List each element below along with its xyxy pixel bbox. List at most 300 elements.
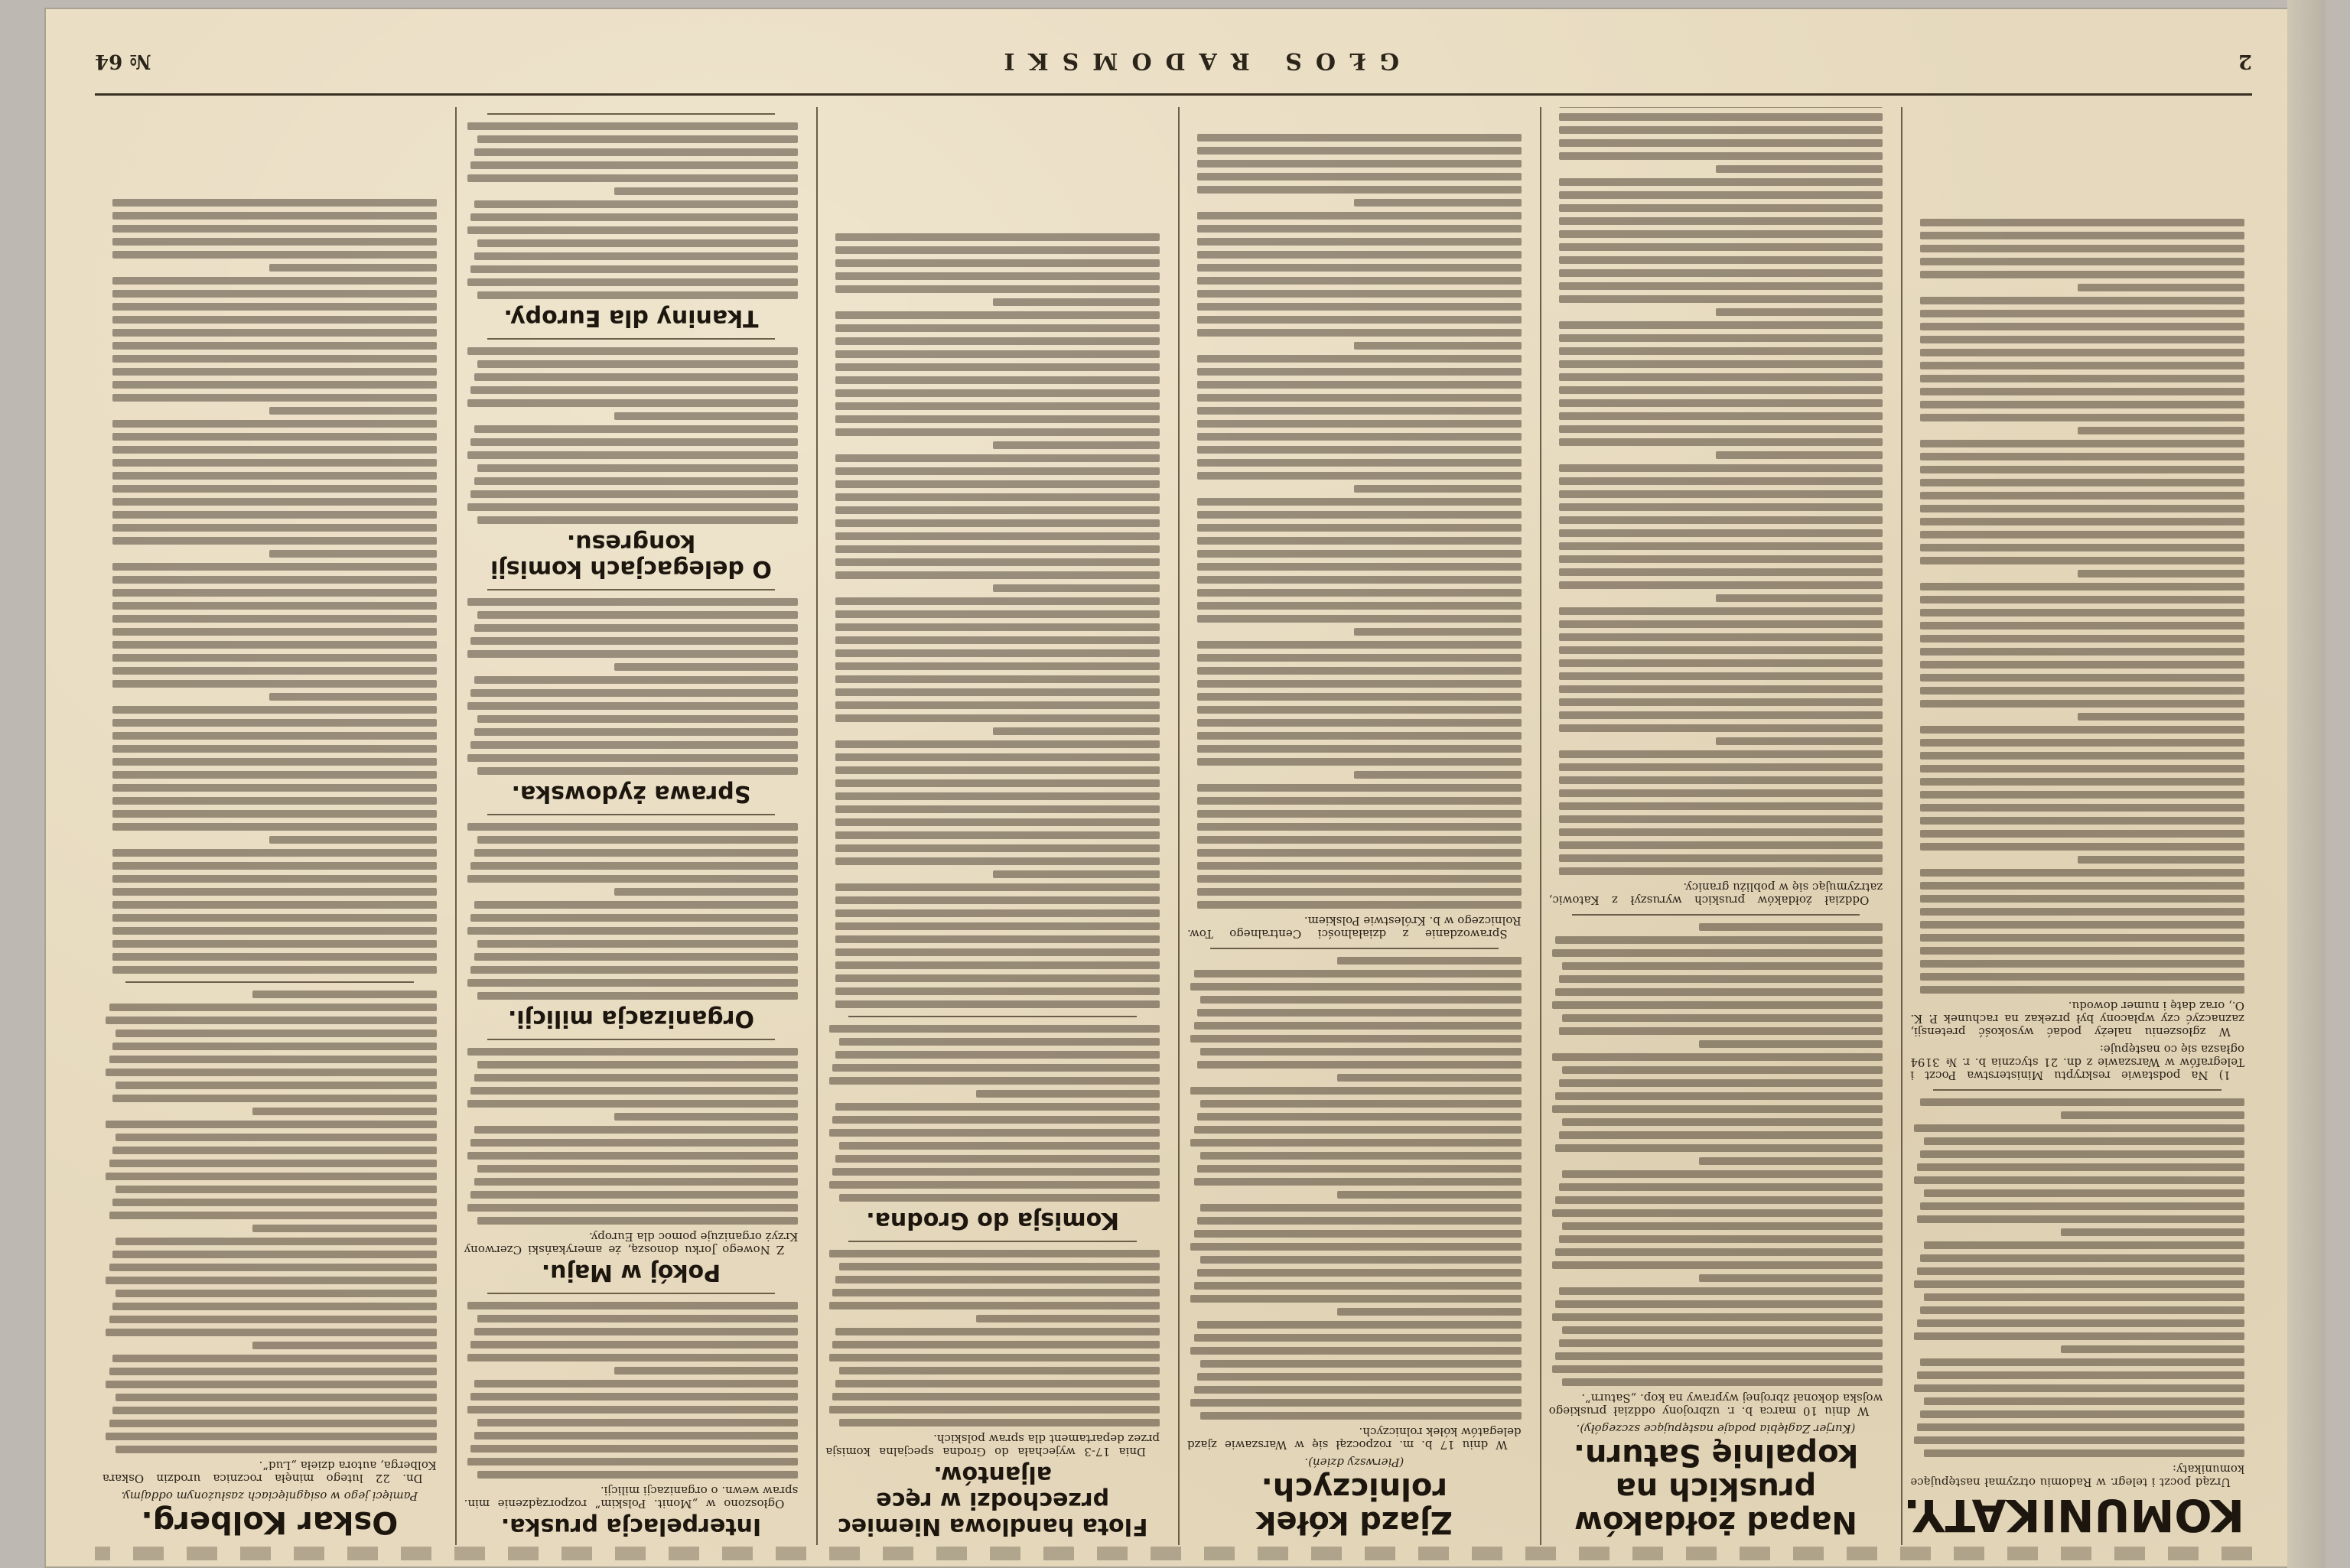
text-line <box>116 1394 436 1401</box>
text-line <box>1354 485 1521 493</box>
text-line <box>1197 1217 1522 1225</box>
text-line <box>1559 1339 1883 1347</box>
text-line <box>1197 1373 1522 1381</box>
text-line <box>832 1168 1160 1176</box>
text-line <box>467 702 798 710</box>
text-line <box>1920 752 2244 760</box>
rotated-newspaper <box>44 8 2298 1568</box>
text-line <box>1200 1100 1521 1108</box>
text-line <box>1354 628 1521 636</box>
text-line <box>829 1025 1160 1033</box>
text-line <box>467 1204 798 1212</box>
text-line <box>1920 1254 2244 1262</box>
text-line <box>1920 1098 2244 1106</box>
text-line <box>1924 1449 2244 1457</box>
text-line <box>1197 836 1522 844</box>
text-line <box>112 394 437 402</box>
text-line <box>976 1090 1160 1098</box>
text-line <box>835 649 1160 657</box>
text-line <box>1920 609 2244 616</box>
text-line <box>835 844 1160 852</box>
article-heading: Napad żołdaków pruskich na kopalnię Saturn. <box>1573 1437 1859 1540</box>
text-line <box>112 251 437 259</box>
text-line <box>1917 1319 2244 1327</box>
text-line <box>1194 1126 1522 1134</box>
text-line <box>1559 386 1883 394</box>
text-line <box>835 1328 1160 1335</box>
text-line <box>832 1064 1160 1072</box>
text-line <box>2078 713 2244 721</box>
text-line <box>835 493 1160 501</box>
text-line <box>993 727 1160 735</box>
text-line <box>832 1393 1160 1400</box>
text-line <box>1197 459 1522 467</box>
text-line <box>1354 342 1521 350</box>
text-line <box>477 135 798 143</box>
text-line <box>467 278 798 286</box>
text-line <box>106 1017 436 1024</box>
text-line <box>1197 472 1522 480</box>
text-line <box>1200 1048 1521 1056</box>
text-line <box>470 741 798 749</box>
column-4 <box>816 107 1167 1545</box>
text-line <box>474 200 799 208</box>
text-line <box>835 363 1160 371</box>
text-line <box>835 389 1160 397</box>
article-paragraph: Ogłoszono w „Monit. Polskim” rozporządzenie min. spraw wewn. o organizacji milicji. <box>464 1484 799 1511</box>
text-line <box>1920 869 2244 877</box>
text-line <box>474 148 799 156</box>
text-line <box>112 381 437 389</box>
text-line <box>835 961 1160 969</box>
text-line <box>470 966 798 974</box>
text-line <box>252 1108 436 1115</box>
text-line <box>1194 1178 1522 1186</box>
text-line <box>1197 680 1522 688</box>
text-line <box>835 402 1160 410</box>
text-line <box>1920 687 2244 695</box>
text-line <box>1924 1137 2244 1145</box>
illegible-text-block <box>103 199 437 974</box>
text-line <box>1559 724 1883 732</box>
text-line <box>835 662 1160 670</box>
page-number: 2 <box>2238 50 2252 73</box>
illegible-text-block <box>1910 219 2244 994</box>
text-line <box>2078 856 2244 864</box>
text-line <box>470 265 798 273</box>
text-line <box>1562 1014 1883 1022</box>
text-line <box>1552 949 1883 957</box>
text-line <box>829 1077 1160 1085</box>
article-paragraph: W dniu 10 marca b. r. uzbrojony oddział pruskiego wojska dokonał zbrojnej wyprawy na kop. „Saturn”. <box>1548 1391 1883 1418</box>
text-line <box>1200 1360 1521 1368</box>
text-line <box>467 174 798 182</box>
text-line <box>829 1354 1160 1361</box>
text-line <box>112 719 437 727</box>
text-line <box>470 1139 798 1147</box>
text-line <box>2078 427 2244 434</box>
text-line <box>474 1178 799 1186</box>
text-line <box>112 745 437 753</box>
text-line <box>112 563 437 571</box>
text-line <box>1920 804 2244 812</box>
text-line <box>1197 498 1522 506</box>
text-line <box>1197 1009 1522 1017</box>
text-line <box>1920 908 2244 916</box>
text-line <box>1559 243 1883 251</box>
text-line <box>1338 1074 1522 1082</box>
text-line <box>1197 745 1522 753</box>
text-line <box>835 597 1160 605</box>
text-line <box>1555 1300 1883 1308</box>
text-line <box>1920 544 2244 551</box>
text-line <box>1559 750 1883 758</box>
text-line <box>1555 1352 1883 1360</box>
text-line <box>2061 1345 2244 1353</box>
illegible-text-block <box>103 991 437 1453</box>
article-separator <box>848 1241 1137 1242</box>
text-line <box>1197 849 1522 857</box>
text-line <box>474 1328 799 1335</box>
text-line <box>1562 1378 1883 1386</box>
text-line <box>1559 217 1883 225</box>
text-line <box>467 503 798 511</box>
text-line <box>1559 854 1883 862</box>
text-line <box>112 485 437 493</box>
text-line <box>835 688 1160 696</box>
text-line <box>1562 1326 1883 1334</box>
text-line <box>109 1420 437 1427</box>
article-subtitle: (Kurjer Zagłębia podaje następujące szczegóły). <box>1576 1422 1856 1436</box>
text-line <box>467 1100 798 1108</box>
text-line <box>112 966 437 974</box>
text-line <box>835 246 1160 254</box>
text-line <box>835 714 1160 722</box>
text-line <box>109 1264 437 1271</box>
issue-number: № 64 <box>95 50 151 73</box>
text-line <box>112 680 437 688</box>
text-line <box>477 1217 798 1225</box>
text-line <box>1559 672 1883 680</box>
text-line <box>467 451 798 459</box>
text-line <box>1197 303 1522 311</box>
text-line <box>1914 1124 2244 1132</box>
article-separator <box>848 1016 1137 1017</box>
text-line <box>1559 1183 1883 1191</box>
text-line <box>109 1368 437 1375</box>
text-line <box>1338 1308 1522 1316</box>
text-line <box>112 420 437 428</box>
text-line <box>474 624 799 632</box>
article-separator <box>1572 914 1860 916</box>
text-line <box>1917 1371 2244 1379</box>
text-line <box>1338 1191 1522 1199</box>
text-line <box>835 428 1160 436</box>
text-line <box>1559 399 1883 407</box>
text-line <box>839 1367 1160 1374</box>
text-line <box>1559 789 1883 797</box>
text-line <box>1920 635 2244 642</box>
text-line <box>1562 1170 1883 1178</box>
text-line <box>835 610 1160 618</box>
article-subtitle: (Pierwszy dzień). <box>1304 1456 1404 1469</box>
text-line <box>835 337 1160 345</box>
text-line <box>835 909 1160 917</box>
text-line <box>614 187 798 195</box>
text-line <box>474 728 799 736</box>
text-line <box>269 550 436 558</box>
text-line <box>1920 362 2244 369</box>
text-line <box>112 771 437 779</box>
article-paragraph: W zgłoszeniu należy podać wysokość pretensji, zaznaczyć czy wpłacony był przekaz na rachunek P. K. O., oraz datę i numer dowodu. <box>1910 999 2244 1039</box>
text-line <box>1559 334 1883 342</box>
text-line <box>112 875 437 883</box>
text-line <box>112 576 437 584</box>
text-line <box>477 1471 798 1479</box>
text-line <box>467 347 798 355</box>
text-line <box>1555 1092 1883 1100</box>
text-line <box>252 1342 436 1349</box>
text-line <box>1559 412 1883 420</box>
text-line <box>112 342 437 350</box>
text-line <box>1197 589 1522 597</box>
text-line <box>1194 1386 1522 1394</box>
text-line <box>112 1095 437 1102</box>
text-line <box>1920 882 2244 890</box>
text-line <box>1917 1163 2244 1171</box>
text-line <box>1197 212 1522 220</box>
text-line <box>614 663 798 671</box>
text-line <box>467 875 798 883</box>
text-line <box>112 797 437 805</box>
text-line <box>1197 1269 1522 1277</box>
text-line <box>467 1152 798 1160</box>
text-line <box>835 922 1160 930</box>
text-line <box>112 940 437 948</box>
text-line <box>839 1263 1160 1270</box>
text-line <box>112 654 437 662</box>
text-line <box>1559 516 1883 524</box>
illegible-text-block <box>464 1302 799 1479</box>
text-line <box>1197 524 1522 532</box>
article-paragraph: Urząd poczt i telegr. w Radomiu otrzymał następujące komunikaty: <box>1910 1462 2244 1489</box>
text-line <box>1338 957 1522 965</box>
text-line <box>1559 711 1883 719</box>
text-line <box>835 545 1160 553</box>
text-line <box>1552 1313 1883 1321</box>
illegible-text-block <box>464 122 799 299</box>
text-line <box>1920 986 2244 994</box>
text-line <box>112 511 437 519</box>
text-line <box>1200 1152 1521 1160</box>
text-line <box>835 272 1160 280</box>
text-line <box>116 1030 436 1037</box>
column-1 <box>1901 107 2252 1545</box>
text-line <box>474 1126 799 1134</box>
text-line <box>1920 479 2244 486</box>
text-line <box>112 277 437 285</box>
text-line <box>1559 867 1883 875</box>
text-line <box>467 823 798 831</box>
text-line <box>1555 1196 1883 1204</box>
text-line <box>1197 563 1522 571</box>
text-line <box>477 239 798 247</box>
text-line <box>614 888 798 896</box>
text-line <box>112 628 437 636</box>
text-line <box>1354 771 1521 779</box>
text-line <box>1920 648 2244 656</box>
text-line <box>1920 739 2244 747</box>
illegible-text-block <box>1549 923 1883 1386</box>
text-line <box>1190 983 1521 991</box>
text-line <box>1920 973 2244 981</box>
text-line <box>1197 251 1522 259</box>
text-line <box>835 259 1160 267</box>
text-line <box>112 667 437 675</box>
text-line <box>1920 401 2244 408</box>
text-line <box>109 1004 437 1011</box>
text-line <box>1197 641 1522 649</box>
text-line <box>1197 446 1522 454</box>
text-line <box>1920 791 2244 799</box>
text-line <box>1562 1066 1883 1074</box>
column-5 <box>455 107 806 1545</box>
text-line <box>1197 264 1522 272</box>
text-line <box>1920 492 2244 499</box>
text-line <box>474 1432 799 1440</box>
text-line <box>835 831 1160 839</box>
text-line <box>112 901 437 909</box>
text-line <box>474 676 799 684</box>
text-line <box>1559 620 1883 628</box>
article-subtitle: Pamięci jego w osiągnięciach zasłużonym oddajmy. <box>121 1489 418 1503</box>
text-line <box>1197 576 1522 584</box>
text-line <box>1194 1282 1522 1290</box>
text-line <box>1190 1399 1521 1407</box>
text-line <box>1559 802 1883 810</box>
article-separator <box>125 981 414 983</box>
text-line <box>470 1341 798 1348</box>
text-line <box>835 740 1160 748</box>
text-line <box>1197 667 1522 675</box>
text-line <box>835 857 1160 865</box>
text-line <box>1197 1113 1522 1121</box>
illegible-text-block <box>825 233 1160 1008</box>
text-line <box>829 1302 1160 1309</box>
text-line <box>1194 970 1522 978</box>
text-line <box>835 805 1160 813</box>
text-line <box>1559 646 1883 654</box>
text-line <box>1197 784 1522 792</box>
text-line <box>112 225 437 233</box>
text-line <box>112 849 437 857</box>
text-line <box>112 641 437 649</box>
text-line <box>116 1446 436 1453</box>
text-line <box>112 1199 437 1206</box>
text-line <box>1920 310 2244 317</box>
illegible-text-block <box>1187 134 1522 909</box>
text-line <box>467 754 798 762</box>
text-line <box>112 953 437 961</box>
text-line <box>1920 947 2244 955</box>
text-line <box>835 896 1160 904</box>
text-line <box>839 1419 1160 1426</box>
text-line <box>835 350 1160 358</box>
text-line <box>470 438 798 446</box>
text-line <box>1197 654 1522 662</box>
article-heading: Oskar Kolberg. <box>141 1505 399 1540</box>
text-line <box>835 818 1160 826</box>
text-line <box>2078 284 2244 291</box>
text-line <box>112 758 437 766</box>
text-line <box>1559 698 1883 706</box>
text-line <box>1920 1150 2244 1158</box>
text-line <box>829 1250 1160 1257</box>
text-line <box>1552 1365 1883 1373</box>
article-paragraph: Sprawozdanie z działalności Centralnego Tow. Rolniczego w b. Królestwie Polskiem. <box>1186 914 1522 941</box>
text-line <box>1197 355 1522 363</box>
article-separator <box>487 1039 776 1040</box>
text-line <box>112 810 437 818</box>
text-line <box>106 1069 436 1076</box>
text-line <box>993 870 1160 878</box>
text-line <box>2061 1228 2244 1236</box>
text-line <box>1555 1144 1883 1152</box>
text-line <box>269 264 436 272</box>
text-line <box>832 1289 1160 1296</box>
text-line <box>112 199 437 207</box>
text-line <box>839 1142 1160 1150</box>
text-line <box>1197 173 1522 181</box>
text-line <box>112 615 437 623</box>
text-line <box>112 706 437 714</box>
text-line <box>1920 583 2244 590</box>
text-line <box>1920 765 2244 773</box>
text-line <box>835 1051 1160 1059</box>
text-line <box>1920 531 2244 538</box>
text-line <box>252 991 436 998</box>
text-line <box>1920 661 2244 669</box>
bottom-text-strip <box>95 1547 2252 1560</box>
article-paragraph: Dnia 17-3 wyjechała do Grodna specjalna komisja przez departament dla spraw polskich. <box>825 1432 1160 1459</box>
text-line <box>1559 230 1883 238</box>
text-line <box>1559 107 1883 108</box>
text-line <box>2078 570 2244 577</box>
text-line <box>1559 659 1883 667</box>
text-line <box>467 598 798 606</box>
text-line <box>1194 1230 1522 1238</box>
text-line <box>1197 368 1522 376</box>
text-line <box>474 849 799 857</box>
text-line <box>1559 815 1883 823</box>
text-line <box>112 1355 437 1362</box>
text-line <box>112 290 437 298</box>
text-line <box>1920 388 2244 395</box>
columns <box>95 107 2252 1545</box>
text-line <box>1920 440 2244 447</box>
text-line <box>839 1038 1160 1046</box>
text-line <box>1194 1334 1522 1342</box>
text-line <box>470 1393 798 1400</box>
text-line <box>1197 225 1522 233</box>
text-line <box>1197 719 1522 727</box>
text-line <box>1559 490 1883 498</box>
illegible-text-block <box>825 1025 1160 1202</box>
newspaper-title: GŁOS RADOMSKI <box>990 47 1399 75</box>
text-line <box>993 584 1160 592</box>
text-line <box>1559 828 1883 836</box>
text-line <box>1920 1358 2244 1366</box>
